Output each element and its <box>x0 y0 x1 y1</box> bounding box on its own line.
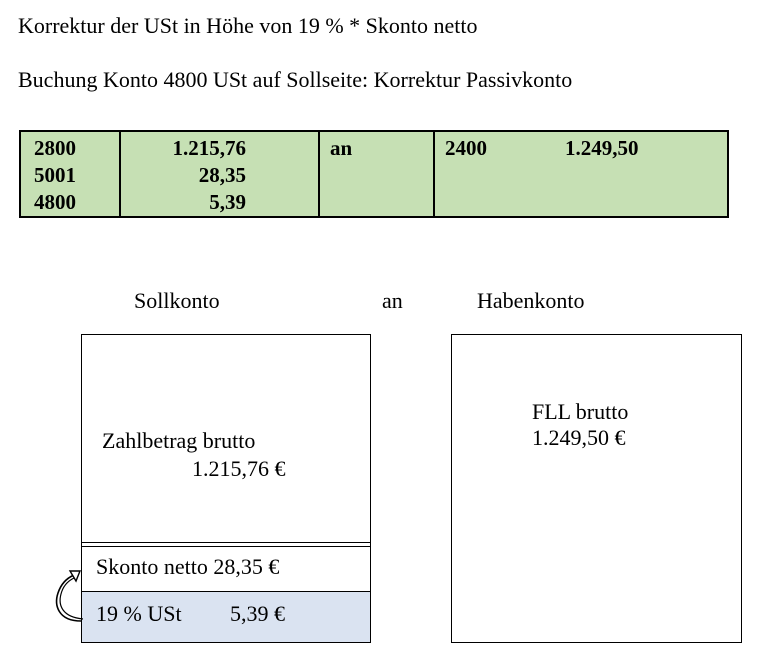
connector-an: an <box>330 136 353 160</box>
ust-amount: 5,39 € <box>230 601 285 626</box>
skonto-row: Skonto netto 28,35 € <box>96 554 280 579</box>
debit-amount-2: 28,35 <box>198 163 246 187</box>
credit-account: 2400 <box>445 136 487 160</box>
debit-amounts-cell <box>120 131 319 217</box>
intro-correction-text: Korrektur der USt in Höhe von 19 % * Skonto netto <box>18 13 478 38</box>
haben-amount: 1.249,50 € <box>532 425 626 450</box>
credit-cell <box>434 131 728 217</box>
haben-account-box <box>451 334 742 643</box>
debit-amount-1: 1.215,76 <box>172 136 246 160</box>
haben-label: FLL brutto <box>532 399 629 424</box>
an-heading: an <box>382 288 403 313</box>
debit-account-3: 4800 <box>34 190 76 214</box>
soll-divider-double <box>82 546 370 547</box>
haben-entry <box>532 399 628 451</box>
soll-main-label: Zahlbetrag brutto <box>102 428 256 453</box>
debit-account-1: 2800 <box>34 136 76 160</box>
booking-record-row <box>20 131 728 217</box>
debit-amount-3: 5,39 <box>209 190 246 214</box>
connector-cell <box>319 131 434 217</box>
ust-correction-row <box>82 591 370 642</box>
soll-account-box <box>81 334 371 643</box>
intro-booking-text: Buchung Konto 4800 USt auf Sollseite: Korrektur Passivkonto <box>18 67 573 92</box>
credit-amount: 1.249,50 <box>565 136 639 160</box>
soll-heading: Sollkonto <box>134 288 220 313</box>
soll-main-amount: 1.215,76 € <box>192 456 286 481</box>
soll-divider <box>82 542 370 543</box>
debit-account-2: 5001 <box>34 163 76 187</box>
debit-accounts-cell <box>20 131 120 217</box>
curved-arrow-up-icon <box>50 565 90 627</box>
haben-heading: Habenkonto <box>477 288 585 313</box>
ust-label: 19 % USt <box>96 601 182 626</box>
booking-record-table <box>19 130 729 218</box>
soll-main-entry <box>102 427 286 483</box>
